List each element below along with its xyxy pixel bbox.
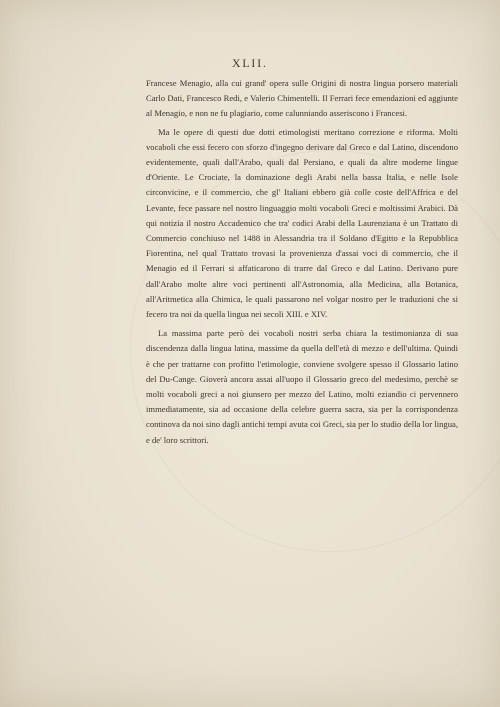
body-text (146, 76, 458, 451)
paragraph-2: Ma le opere di questi due dotti etimologisti meritano correzione e riforma. Molti vocaboli che essi fecero con sforzo d'ingegno derivare dal Greco e dal Latino, discendono evidentemente, quali dall'Arabo, quali dal Persiano, e quali da altre moderne lingue d'Oriente. Le Crociate, la dominazione degli Arabi nella bassa Italia, e nelle Isole circonvicine, e il commercio, che gl' Italiani ebbero già colle coste dell'Affrica e del Levante, fece passare nel nostro linguaggio molti vocaboli Greci e moltissimi Arabici. Dà qui notizia il nostro Accademico che tra' codici Arabi della Laurenziana è un Trattato di Commercio conchiuso nel 1488 in Alessandria tra il Soldano d'Egitto e la Repubblica Fiorentina, nel qual Trattato trovasi la provenienza d'assai voci di commercio, che il Menagio ed il Ferrari si affaticarono di trarre dal Greco e dal Latino. Derivano pure dall'Arabo molte altre voci pertinenti all'Astronomia, alla Medicina, alla Botanica, all'Aritmetica alla Chimica, le quali passarono nel volgar nostro per le traduzioni che si fecero tra noi da quella lingua nei secoli XIII. e XIV. (146, 126, 458, 320)
page-number: XLII. (232, 58, 268, 70)
paragraph-1: Francese Menagio, alla cui grand' opera sulle Origini di nostra lingua porsero materiali Carlo Dati, Francesco Redi, e Valerio Chimentelli. Il Ferrari fece emendazioni ed aggiunte al Menagio, e non ne fu plagiario, come calunniando asseriscono i Francesi. (146, 78, 458, 119)
paragraph-3: La massima parte però dei vocaboli nostri serba chiara la testimonianza di sua discendenza dalla lingua latina, massime da quella dell'età di mezzo e dell'ultima. Quindi è che per trattarne con profitto l'etimologie, conviene svolgere spesso il Glossario latino del Du-Cange. Gioverà ancora assai all'uopo il Glossario greco del medesimo, perchè se molti vocaboli greci a noi giunsero per mezzo del Latino, molti eziandio ci pervennero immediatamente, sia ad occasione della celebre guerra sacra, sia per la corrispondenza continova da noi sino dagli antichi tempi avuta coi Greci, sia per lo studio della lor lingua, e de' loro scrittori. (146, 328, 458, 445)
